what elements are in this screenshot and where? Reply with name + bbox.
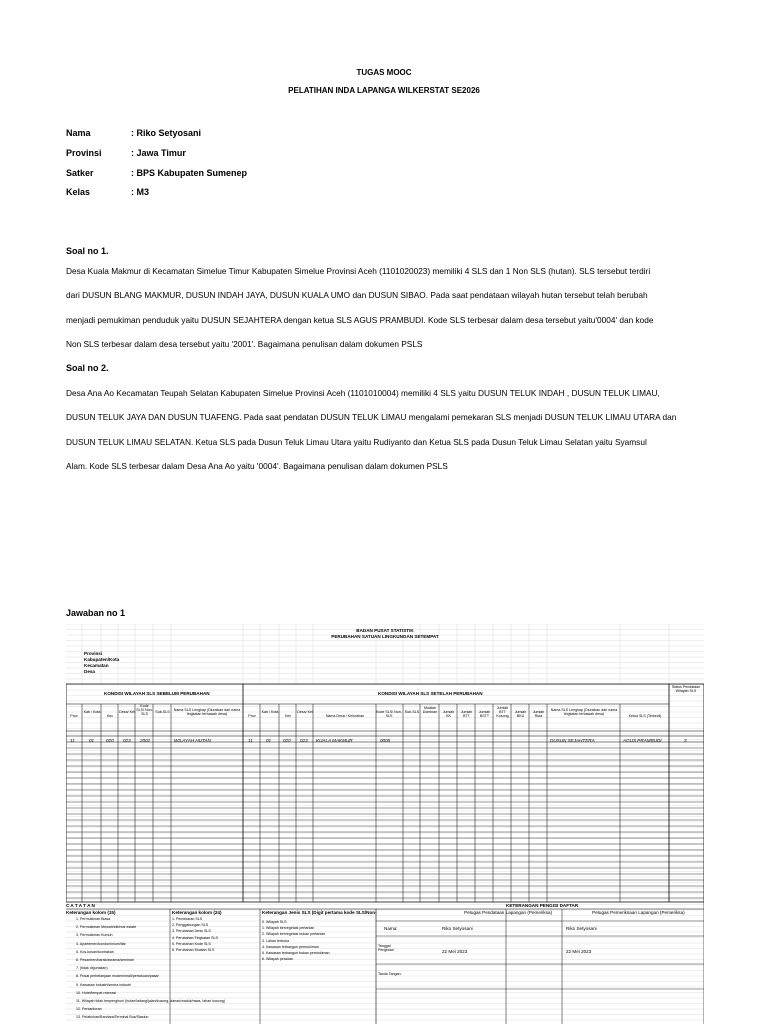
col-ketua-after: Ketua SLS (Terkecil) xyxy=(628,714,662,718)
info-value: : M3 xyxy=(131,187,149,197)
cell-b-kode: 2001 xyxy=(140,738,151,743)
col-ruta-after: Jumlah Ruta xyxy=(532,710,545,718)
legend-item: 6. Perubahan Muatan SLS xyxy=(172,948,215,952)
section-before-label: KONDISI WILAYAH SLS SEBELUM PERUBAHAN xyxy=(104,691,210,696)
cell-a-status: 3 xyxy=(684,738,687,743)
region-label-desa: Desa xyxy=(84,669,95,674)
col-nama-before: Nama SLS Lengkap (Diuraikan dari nama tingkatan terbawah desa) xyxy=(173,708,241,716)
region-label-provinsi: Provinsi xyxy=(84,651,103,656)
question-line: menjadi pemukiman penduduk yaitu DUSUN SEJAHTERA dengan ketua SLS AGUS PRAMBUDI. Kode SLS terbesar dalam desa tersebut yaitu'0004' dan kode xyxy=(66,314,654,325)
ket-kolom24-label: Keterangan kolom (24) xyxy=(172,910,222,915)
legend-item: 3. Lahan terbuka xyxy=(262,938,289,943)
legend-item: 7. (tidak digunakan) xyxy=(76,966,108,971)
question-line: dari DUSUN BLANG MAKMUR, DUSUN INDAH JAYA, DUSUN KUALA UMO dan DUSUN SIBAO. Pada saat pendataan wilayah hutan tersebut telah berubah xyxy=(66,290,648,301)
region-label-kabupaten: Kabupaten/Kota xyxy=(84,657,120,662)
info-value: : Jawa Timur xyxy=(131,148,186,158)
tanggal-pemeriksa: 22 Mei 2023 xyxy=(566,949,592,954)
info-label: Provinsi xyxy=(66,148,102,158)
legend-item: 5. Kos-kosan/kontrakan xyxy=(76,949,114,954)
legend-item: 1. Permukiman Biasa xyxy=(76,917,111,921)
col-bku-after: Jumlah BKU xyxy=(514,710,527,718)
tanggal-label: Tanggal Pengisian xyxy=(378,944,394,952)
section-after-label: KONDISI WILAYAH SLS SETELAH PERUBAHAN xyxy=(378,691,483,696)
tanggal-pencacah: 22 Mei 2023 xyxy=(442,949,468,954)
legend-item: 4. Apartemen/kondominium/flat xyxy=(76,941,126,946)
legend-item: 5. Kawasan terbangun bukan permukiman xyxy=(262,951,330,955)
document-subtitle: PELATIHAN INDA LAPANGA WILKERSTAT SE2026 xyxy=(288,86,480,95)
info-label: Kelas xyxy=(66,187,91,197)
col-kab-after: Kab / Kota xyxy=(261,710,279,714)
cell-a-kab: 01 xyxy=(266,738,272,743)
col-kode-before: Kode SLS/ Non-SLS xyxy=(136,704,153,716)
answer-heading: Jawaban no 1 xyxy=(66,608,126,618)
question-line: DUSUN TELUK LIMAU SELATAN. Ketua SLS pada Dusun Teluk Limau Utara yaitu Rudiyanto dan Ketua SLS pada Dusun Teluk Limau Selatan yaitu Syamsul xyxy=(66,436,647,447)
legend-item: 11. Wilayah tidak berpenghuni (hutan/ladang/jalan/kosong, danau/waduk/rawa, lahan kosong) xyxy=(76,999,225,1003)
legend-item: 10. Hotel/tempat rekreasi xyxy=(76,990,117,995)
question-2-heading: Soal no 2. xyxy=(66,363,109,373)
legend-item: 3. Perubahan Jenis SLS xyxy=(172,929,211,934)
cell-b-prov: 11 xyxy=(70,738,75,743)
cell-a-prov: 11 xyxy=(248,738,253,743)
col-sub-before: Sub-SLS xyxy=(155,710,170,714)
info-label: Satker xyxy=(66,168,94,178)
col-prov-after: Prov xyxy=(248,714,256,718)
col-kec-before: Kec xyxy=(106,714,114,718)
info-value: : BPS Kabupaten Sumenep xyxy=(131,168,248,178)
legend-item: 0. Wilayah SLS xyxy=(262,920,287,924)
cell-a-ketua: AGUS PRAMBUDI xyxy=(623,738,662,743)
nama-label: Nama: xyxy=(384,926,398,931)
pencacah-label: Petugas Pendataan Lapangan (Pemeriksa) xyxy=(464,910,553,915)
question-line: Alam. Kode SLS terbesar dalam Desa Ana Ao yaitu '0004'. Bagaimana penulisan dalam dokumen PSLS xyxy=(66,460,448,471)
legend-item: 9. Kawasan industri/sentra industri xyxy=(76,982,131,987)
question-line: Non SLS terbesar dalam desa tersebut yaitu '2001'. Bagaimana penulisan dalam dokumen PSLS xyxy=(66,338,423,349)
region-label-kecamatan: Kecamatan xyxy=(84,663,109,668)
sheet-grid xyxy=(66,624,704,1024)
question-line: Desa Kuala Makmur di Kecamatan Simelue Timur Kabupaten Simelue Provinsi Aceh (1101020023) memiliki 4 SLS dan 1 Non SLS (hutan). SLS tersebut terdiri xyxy=(66,266,651,276)
ket-jenis-label: Keterangan Jenis SLS (Digit pertama kode SLS/Non- xyxy=(262,910,377,915)
legend-item: 12. Perkantoran xyxy=(76,1007,102,1012)
catatan-label: C A T A T A N xyxy=(66,903,95,908)
col-bttkosong-after: Jumlah BTT Kosong xyxy=(496,706,509,718)
ket-kolom15-label: Keterangan kolom (15) xyxy=(66,910,116,915)
legend-item: 2. Permukiman Mewah/elit/real estate xyxy=(76,925,137,930)
ket-pengisi-label: KETERANGAN PENGISI DAFTAR xyxy=(506,903,579,908)
nama-pencacah: Riko Setyosani xyxy=(442,926,473,931)
legend-item: 6. Pesantren/barak/asrama/seminari xyxy=(76,958,134,962)
cell-a-namasls: DUSUN SEJAHTERA xyxy=(550,738,595,743)
info-row-kelas xyxy=(66,187,149,197)
pemeriksa-label: Petugas Pemeriksaan Lapangan (Pemeriksa) xyxy=(592,910,685,915)
cell-a-desa: 023 xyxy=(300,738,308,743)
nama-pemeriksa: Riko Setyosani xyxy=(566,926,597,931)
col-kec-after: Kec xyxy=(284,714,292,718)
col-prov-before: Prov xyxy=(70,714,78,718)
cell-a-kode: 0005 xyxy=(380,738,391,743)
psls-form-sheet xyxy=(66,624,704,1024)
info-row-provinsi xyxy=(66,148,186,158)
cell-a-kec: 020 xyxy=(283,738,291,743)
legend-item: 4. Perubahan Tingkatan SLS xyxy=(172,935,218,940)
cell-b-desa: 023 xyxy=(123,738,131,743)
legend-item: 13. Pelabuhan/Bandara/Terminal Bus/Stasiun xyxy=(76,1015,149,1020)
legend-item: 1. Wilayah bervegetasi pertanian xyxy=(262,926,315,931)
info-row-satker xyxy=(66,168,247,178)
col-desa-after: Desa/ Kel xyxy=(297,710,313,714)
question-2-body xyxy=(66,381,711,478)
col-bstt-after: Jumlah BSTT xyxy=(478,710,491,718)
cell-b-kec: 020 xyxy=(106,738,114,743)
legend-item: 5. Perubahan Kode SLS xyxy=(172,941,211,946)
legend-item: 2. Penggabungan SLS xyxy=(172,923,209,928)
question-1-body xyxy=(66,259,711,356)
legend-item: 8. Pusat perbelanjaan modern/mall/pertokoan/pasar xyxy=(76,974,159,979)
col-muatan-after: Muatan Dominan xyxy=(422,706,438,714)
legend-item: 3. Permukiman Kumuh xyxy=(76,933,113,938)
question-line: Desa Ana Ao Kecamatan Teupah Selatan Kabupaten Simelue Provinsi Aceh (1101010004) memiliki 4 SLS yaitu DUSUN TELUK INDAH , DUSUN TELUK LIMAU, xyxy=(66,388,660,398)
col-desa-before: Desa/ Kel xyxy=(119,710,135,714)
info-label: Nama xyxy=(66,128,91,138)
sheet-form-title: PERUBAHAN SATUAN LINGKUNGAN SETEMPAT xyxy=(331,634,439,639)
question-line: DUSUN TELUK JAYA DAN DUSUN TUAFENG. Pada saat pendatan DUSUN TELUK LIMAU mengalami pemekaran SLS menjadi DUSUN TELUK LIMAU UTARA dan xyxy=(66,412,677,423)
cell-a-namadesa: KUALA MAKMUR xyxy=(316,738,353,743)
col-kk-after: Jumlah KK xyxy=(442,710,455,718)
status-header: Status Pendataan Wilayah SLS xyxy=(671,685,701,693)
sheet-org: BADAN PUSAT STATISTIK xyxy=(356,628,414,633)
col-sub-after: Sub-SLS xyxy=(404,710,420,714)
legend-item: 6. Wilayah perairan xyxy=(262,957,293,962)
legend-item: 2. Wilayah bervegetasi bukan pertanian xyxy=(262,932,326,937)
col-btt-after: Jumlah BTT xyxy=(460,710,473,718)
col-namadesa-after: Nama Desa / Kelurahan xyxy=(325,714,365,718)
document-title: TUGAS MOOC xyxy=(356,68,412,77)
legend-item: 1. Pemekaran SLS xyxy=(172,917,203,921)
col-kode-after: Kode SLS/ Non- SLS xyxy=(376,710,402,718)
col-namasls-after: Nama SLS Lengkap (Diuraikan dari nama tingkatan terbawah desa) xyxy=(550,708,618,716)
info-value: : Riko Setyosani xyxy=(131,128,202,138)
legend-item: 4. Kawasan terbangun permukiman xyxy=(262,944,319,949)
cell-b-nama: WILAYAH HUTAN xyxy=(174,738,211,743)
col-kab-before: Kab / Kota xyxy=(83,710,101,714)
ttd-label: Tanda Tangan: xyxy=(378,972,402,976)
info-row-nama xyxy=(66,128,201,138)
cell-b-kab: 01 xyxy=(89,738,95,743)
question-1-heading: Soal no 1. xyxy=(66,246,109,256)
